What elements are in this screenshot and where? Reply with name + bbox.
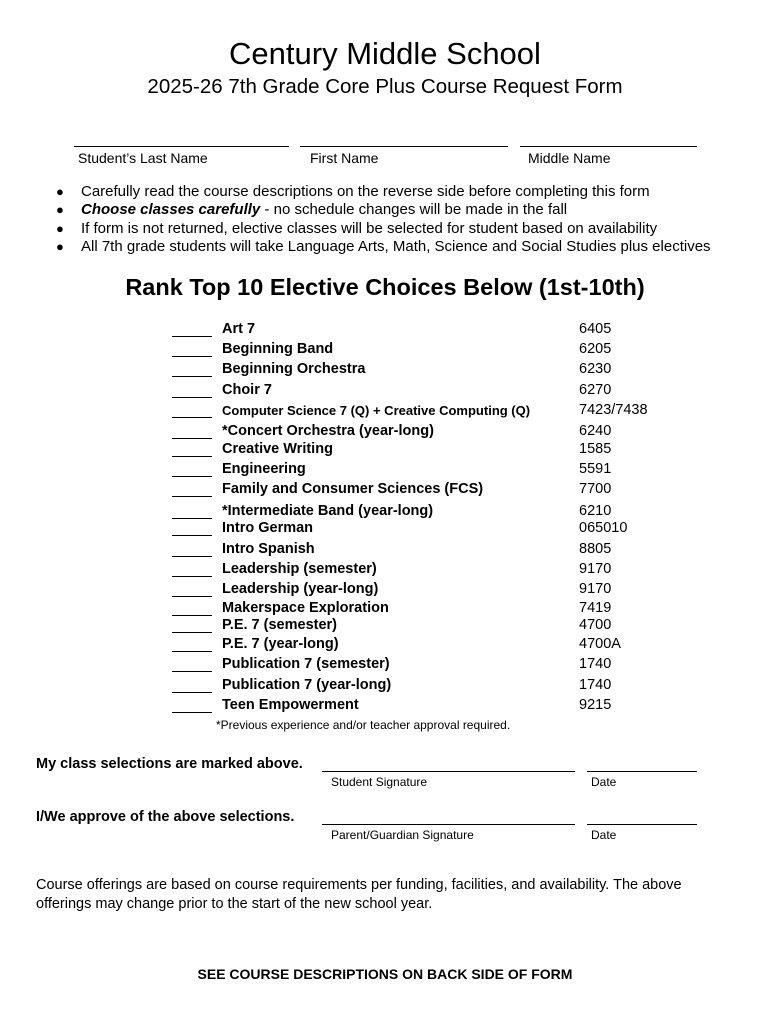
parent-date-label: Date	[591, 828, 617, 842]
instruction-item: ● All 7th grade students will take Language Arts, Math, Science and Social Studies plus electives	[56, 237, 711, 255]
course-name: Publication 7 (semester)	[222, 656, 390, 672]
approval-footnote: *Previous experience and/or teacher approval required.	[216, 718, 511, 732]
course-code: 9170	[579, 581, 612, 597]
course-name: Creative Writing	[222, 441, 333, 457]
course-code: 9170	[579, 561, 612, 577]
elective-row	[172, 656, 652, 675]
elective-row	[172, 321, 652, 340]
elective-row	[172, 461, 652, 480]
course-code: 1740	[579, 656, 612, 672]
form-title: 2025-26 7th Grade Core Plus Course Request Form	[147, 75, 623, 98]
course-code: 6205	[579, 341, 612, 357]
elective-row	[172, 561, 652, 580]
course-name: P.E. 7 (year-long)	[222, 636, 339, 652]
course-name: Art 7	[222, 321, 256, 337]
course-code: 9215	[579, 697, 612, 713]
student-confirmation-text: My class selections are marked above.	[36, 756, 303, 772]
elective-row	[172, 402, 652, 421]
rank-input[interactable]	[172, 677, 212, 693]
course-code: 6230	[579, 361, 612, 377]
parent-signature-label: Parent/Guardian Signature	[331, 828, 474, 842]
rank-input[interactable]	[172, 503, 212, 519]
course-name: Engineering	[222, 461, 306, 477]
course-code: 6210	[579, 503, 612, 519]
elective-row	[172, 520, 652, 539]
elective-row	[172, 441, 652, 460]
student-signature-field[interactable]	[322, 771, 575, 772]
rank-input[interactable]	[172, 600, 212, 616]
course-name: *Intermediate Band (year-long)	[222, 503, 434, 519]
rank-input[interactable]	[172, 382, 212, 398]
instruction-item: ● Carefully read the course descriptions on the reverse side before completing this form	[56, 183, 650, 200]
elective-row	[172, 423, 652, 442]
instructions-list	[56, 183, 711, 256]
rank-input[interactable]	[172, 441, 212, 457]
parent-approval-text: I/We approve of the above selections.	[36, 809, 295, 825]
course-code: 6270	[579, 382, 612, 398]
rank-input[interactable]	[172, 541, 212, 557]
course-offerings-notice: Course offerings are based on course requirements per funding, facilities, and availability. The above offerings may change prior to the start of the new school year.	[36, 877, 682, 912]
instruction-item: ● Choose classes carefully - no schedule changes will be made in the fall	[56, 201, 568, 219]
course-name: Family and Consumer Sciences (FCS)	[222, 481, 484, 497]
course-name: Intro Spanish	[222, 541, 315, 557]
student-date-field[interactable]	[587, 771, 697, 772]
bullet-icon: ●	[56, 202, 64, 218]
bullet-icon: ●	[56, 220, 64, 236]
course-code: 6240	[579, 423, 612, 439]
course-code: 4700	[579, 617, 612, 633]
student-date-label: Date	[591, 775, 617, 789]
middle-name-field[interactable]	[520, 146, 697, 147]
rank-input[interactable]	[172, 561, 212, 577]
course-code: 4700A	[579, 636, 621, 652]
course-code: 7419	[579, 600, 612, 616]
last-name-label: Student’s Last Name	[78, 150, 208, 166]
course-code: 1740	[579, 677, 612, 693]
rank-input[interactable]	[172, 341, 212, 357]
elective-row	[172, 617, 652, 636]
course-name: Makerspace Exploration	[222, 600, 389, 616]
student-signature-label: Student Signature	[331, 775, 428, 789]
elective-row	[172, 697, 652, 716]
course-code: 065010	[579, 520, 628, 536]
bullet-icon: ●	[56, 238, 64, 254]
middle-name-label: Middle Name	[528, 150, 611, 166]
rank-input[interactable]	[172, 581, 212, 597]
course-name: *Concert Orchestra (year-long)	[222, 423, 434, 439]
rank-input[interactable]	[172, 636, 212, 652]
course-name: Beginning Orchestra	[222, 361, 366, 377]
rank-input[interactable]	[172, 520, 212, 536]
elective-row	[172, 341, 652, 360]
rank-input[interactable]	[172, 361, 212, 377]
course-name: Publication 7 (year-long)	[222, 677, 392, 693]
elective-row	[172, 677, 652, 696]
course-code: 8805	[579, 541, 612, 557]
parent-date-field[interactable]	[587, 824, 697, 825]
instruction-item: ● If form is not returned, elective classes will be selected for student based on availability	[56, 219, 658, 237]
course-code: 5591	[579, 461, 612, 477]
first-name-field[interactable]	[300, 146, 508, 147]
course-name: Computer Science 7 (Q) + Creative Computing (Q)	[222, 403, 531, 418]
elective-row	[172, 481, 652, 500]
elective-row	[172, 581, 652, 600]
elective-row	[172, 541, 652, 560]
rank-input[interactable]	[172, 697, 212, 713]
rank-input[interactable]	[172, 656, 212, 672]
first-name-label: First Name	[310, 150, 379, 166]
electives-heading: Rank Top 10 Elective Choices Below (1st-10th)	[125, 274, 645, 300]
parent-signature-field[interactable]	[322, 824, 575, 825]
course-name: Teen Empowerment	[222, 697, 359, 713]
course-name: P.E. 7 (semester)	[222, 617, 337, 633]
elective-row	[172, 361, 652, 380]
course-name: Choir 7	[222, 382, 272, 398]
rank-input[interactable]	[172, 461, 212, 477]
bullet-icon: ●	[56, 184, 64, 199]
back-side-note: SEE COURSE DESCRIPTIONS ON BACK SIDE OF FORM	[197, 966, 573, 982]
rank-input[interactable]	[172, 617, 212, 633]
elective-row	[172, 636, 652, 655]
course-name: Leadership (year-long)	[222, 581, 379, 597]
rank-input[interactable]	[172, 481, 212, 497]
course-name: Intro German	[222, 520, 314, 536]
course-code: 1585	[579, 441, 612, 457]
course-code: 7423/7438	[579, 402, 648, 418]
school-title: Century Middle School	[229, 36, 541, 71]
course-code: 7700	[579, 481, 612, 497]
rank-input[interactable]	[172, 423, 212, 439]
rank-input[interactable]	[172, 402, 212, 418]
course-name: Beginning Band	[222, 341, 334, 357]
course-code: 6405	[579, 321, 612, 337]
instruction-emphasis: Choose classes carefully	[81, 201, 261, 219]
rank-input[interactable]	[172, 321, 212, 337]
elective-row	[172, 382, 652, 401]
last-name-field[interactable]	[74, 146, 289, 147]
course-name: Leadership (semester)	[222, 561, 377, 577]
